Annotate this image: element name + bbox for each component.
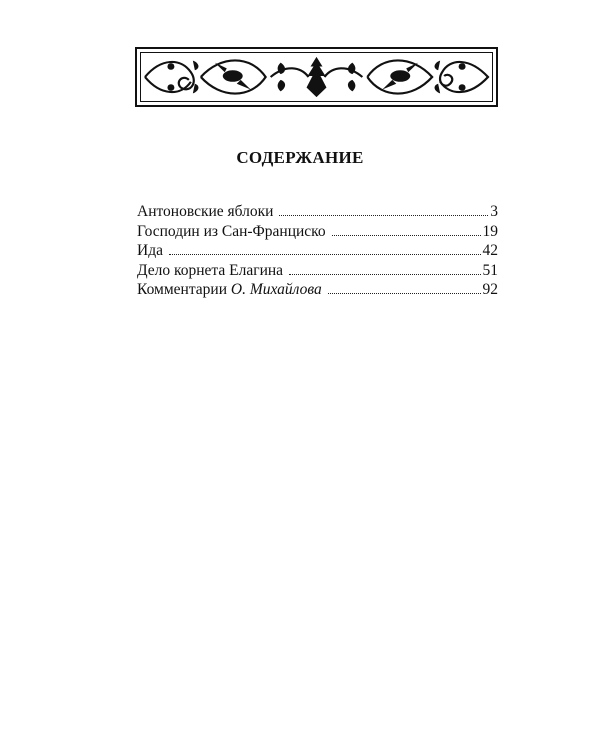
toc-page-number: 51 <box>482 261 498 279</box>
toc-entry-author: О. Михайлова <box>230 281 322 298</box>
toc-entry[interactable] <box>137 202 498 222</box>
toc-entry-title: Господин из Сан-Франциско <box>137 222 326 240</box>
floral-headpiece-ornament <box>135 47 498 107</box>
toc-entry[interactable] <box>137 241 498 261</box>
toc-dot-leader <box>328 292 481 294</box>
toc-page-number: 42 <box>482 242 498 259</box>
page-title: СОДЕРЖАНИЕ <box>236 148 364 167</box>
toc-entry-title: Антоновские яблоки <box>137 203 274 220</box>
toc-page-number: 19 <box>482 222 498 240</box>
toc-entry[interactable] <box>137 222 498 242</box>
toc-entry-title-text: Комментарии <box>137 281 227 298</box>
toc-entry[interactable] <box>137 280 498 300</box>
ornament-inner-frame <box>140 52 493 102</box>
toc-dot-leader <box>279 214 488 216</box>
toc-entry-title <box>137 280 322 300</box>
toc-entry-title: Дело корнета Елагина <box>137 261 284 279</box>
toc-page-number: 3 <box>490 203 498 220</box>
toc-entry-title: Ида <box>137 242 163 259</box>
toc-page-number: 92 <box>482 281 498 298</box>
toc-dot-leader <box>332 234 481 236</box>
toc-entry[interactable] <box>137 261 498 281</box>
table-of-contents <box>137 202 498 300</box>
toc-dot-leader <box>169 253 481 255</box>
ornament-icon <box>141 53 492 101</box>
toc-dot-leader <box>289 273 480 275</box>
